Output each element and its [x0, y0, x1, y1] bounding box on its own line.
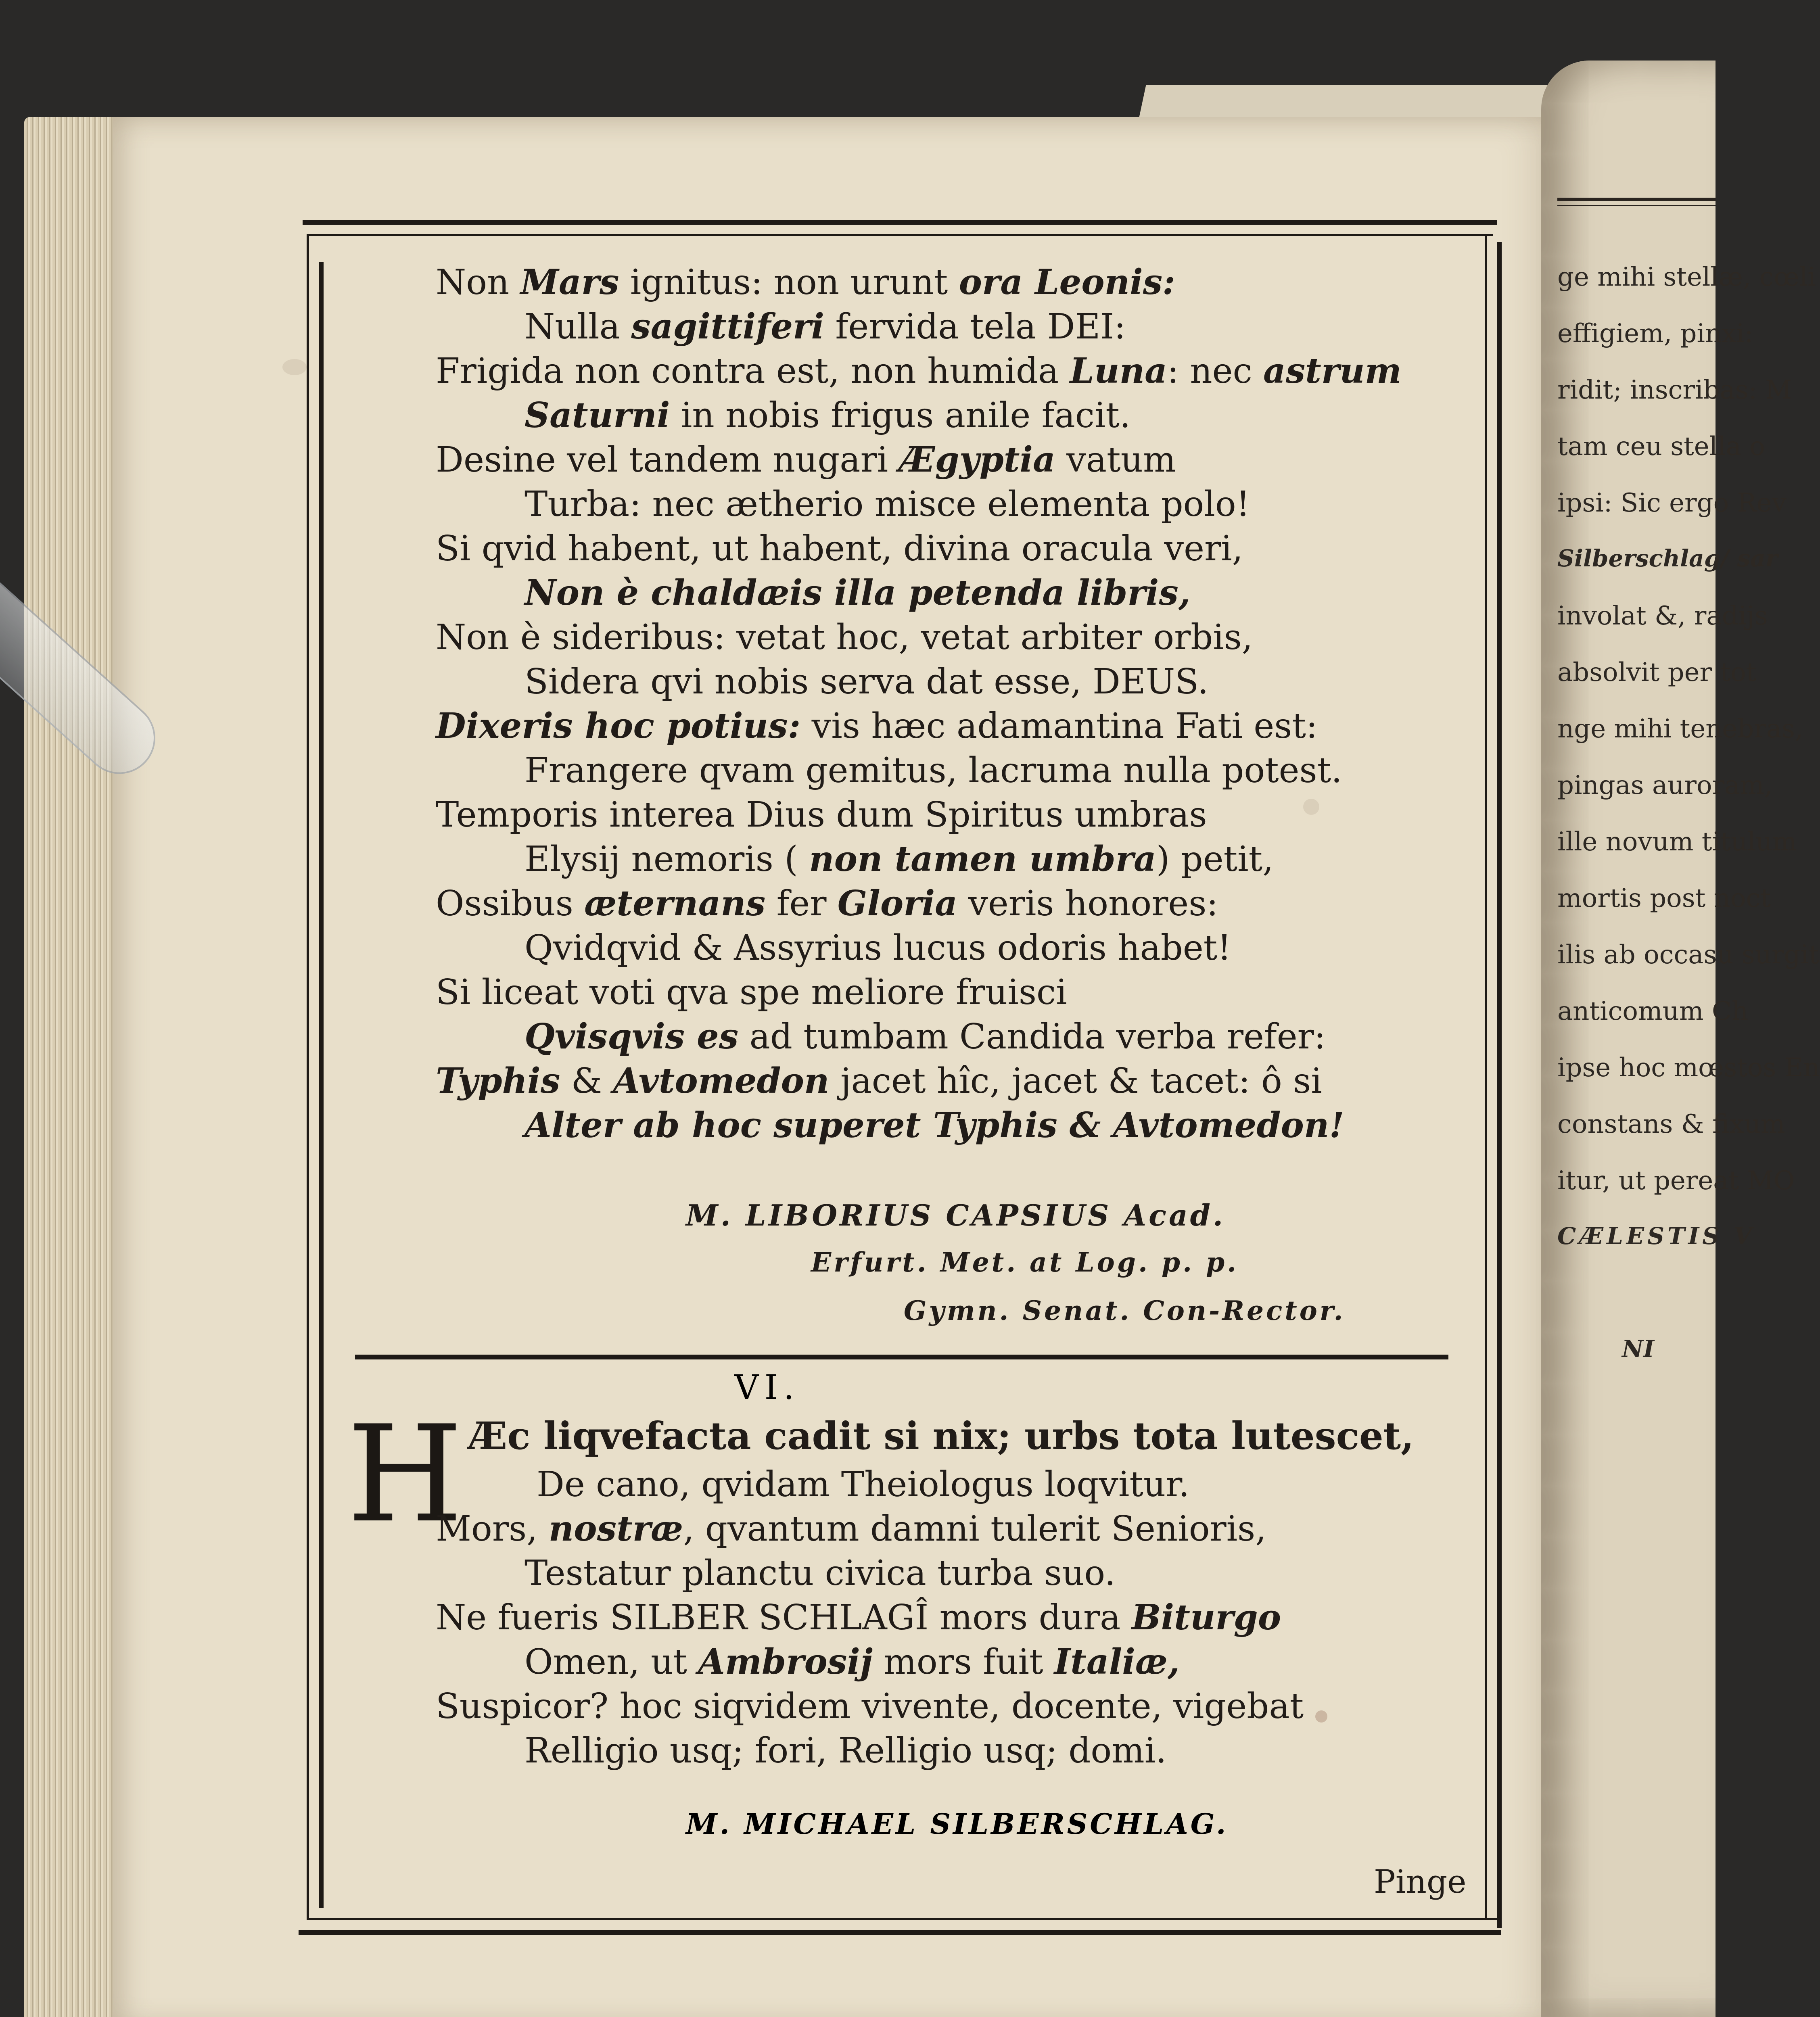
- verse-line: Testatur planctu civica turba suo.: [524, 1553, 1116, 1593]
- signature-line: Erfurt. Met. at Log. p. p.: [811, 1247, 1239, 1278]
- verse-line: Omen, ut Ambrosij mors fuit Italiæ,: [524, 1641, 1180, 1682]
- facing-line: CÆLESTIS V: [1557, 1222, 1755, 1250]
- facing-line: effigiem, pinxi:: [1557, 319, 1753, 349]
- frame-rule-bottom-inner: [307, 1918, 1497, 1920]
- verse-line: Turba: nec ætherio misce elementa polo!: [524, 484, 1250, 524]
- signature-line: M. LIBORIUS CAPSIUS Acad.: [686, 1198, 1226, 1232]
- verse-line: Qvisqvis es ad tumbam Candida verba refer:: [524, 1016, 1326, 1057]
- verse-line: Saturni in nobis frigus anile facit.: [524, 395, 1131, 436]
- verse-line: Non è sideribus: vetat hoc, vetat arbiter orbis,: [436, 617, 1253, 658]
- section-number: VI.: [734, 1368, 800, 1407]
- verse-line: Non Mars ignitus: non urunt ora Leonis:: [436, 262, 1175, 303]
- facing-page: [1541, 61, 1820, 2017]
- facing-line: involat &, radijs: [1557, 601, 1768, 631]
- verse-line: Non è chaldæis illa petenda libris,: [524, 572, 1191, 613]
- verse-line: Frigida non contra est, non humida Luna: nec astrum: [436, 351, 1402, 391]
- facing-line: constans & fixum: [1557, 1109, 1785, 1139]
- book-page-edges: [24, 117, 117, 2017]
- frame-rule-top-inner: [307, 234, 1493, 236]
- facing-line: Silberschlag/ sar: [1557, 545, 1778, 572]
- facing-line: pingas auroram,: [1557, 770, 1773, 800]
- verse-line: De cano, qvidam Theiologus loqvitur.: [537, 1464, 1190, 1505]
- facing-line: ge mihi stellæ, cœli: [1557, 262, 1816, 292]
- frame-rule-right-thick: [1497, 242, 1502, 1928]
- verse-line: Sidera qvi nobis serva dat esse, DEUS.: [524, 662, 1209, 702]
- verse-line: Relligio usq; fori, Relligio usq; domi.: [524, 1731, 1167, 1771]
- verse-line: Si liceat voti qva spe meliore fruisci: [436, 972, 1067, 1013]
- facing-line: ipse hoc mœstos En: [1557, 1053, 1820, 1083]
- verse-line: Suspicor? hoc siqvidem vivente, docente, vigebat: [436, 1686, 1304, 1727]
- signature-line: Gymn. Senat. Con-Rector.: [904, 1295, 1346, 1326]
- facing-line: nge mihi tenebras,: [1557, 714, 1803, 744]
- verse-line: Typhis & Avtomedon jacet hîc, jacet & tacet: ô si: [436, 1061, 1322, 1101]
- verse-line: Frangere qvam gemitus, lacruma nulla potest.: [524, 750, 1342, 791]
- facing-line: NI: [1622, 1335, 1655, 1363]
- facing-line: tam ceu stella o: [1557, 432, 1765, 461]
- facing-line: absolvit per tot: [1557, 658, 1757, 687]
- facing-line: anticomum Ch: [1557, 996, 1749, 1026]
- frame-rule-left: [307, 234, 309, 1920]
- drop-cap: H: [347, 1397, 463, 1552]
- verse-line: Temporis interea Dius dum Spiritus umbras: [436, 795, 1207, 835]
- frame-rule-top-outer: [303, 220, 1497, 225]
- verse-line: Mors, nostræ, qvantum damni tulerit Senioris,: [436, 1508, 1266, 1549]
- verse-line: Desine vel tandem nugari Ægyptia vatum: [436, 439, 1176, 480]
- facing-line: ridit; inscribas: M: [1557, 375, 1792, 405]
- verse-line: Nulla sagittiferi fervida tela DEI:: [524, 306, 1126, 347]
- facing-line: itur, ut pereat MO: [1557, 1166, 1795, 1196]
- catchword: Pinge: [1374, 1863, 1467, 1900]
- facing-line: ilis ab occasu surgit: [1557, 940, 1819, 970]
- poem-vi: [403, 1408, 1493, 1811]
- facing-line: mortis post noct: [1557, 883, 1771, 913]
- signature-line: M. MICHAEL SILBERSCHLAG.: [686, 1807, 1229, 1841]
- verse-line: Ossibus æternans fer Gloria veris honores:: [436, 883, 1218, 924]
- verse-line: Alter ab hoc superet Typhis & Avtomedon!: [524, 1105, 1345, 1146]
- facing-line: ipsi: Sic ergo Rev: [1557, 488, 1787, 518]
- verse-line: Ne fueris SILBER SCHLAGÎ mors dura Biturgo: [436, 1597, 1281, 1638]
- paper-spot: [282, 359, 307, 375]
- frame-rule-left-thick: [319, 262, 324, 1908]
- verse-line: Æc liqvefacta cadit si nix; urbs tota lutescet,: [468, 1414, 1414, 1458]
- frame-rule-bottom-outer: [299, 1930, 1501, 1935]
- facing-rule: [1557, 198, 1716, 206]
- verse-line: Dixeris hoc potius: vis hæc adamantina Fati est:: [436, 706, 1318, 746]
- verse-line: Elysij nemoris ( non tamen umbra) petit,: [524, 839, 1274, 879]
- verse-line: Qvidqvid & Assyrius lucus odoris habet!: [524, 928, 1231, 968]
- facing-line: ille novum titulum: [1557, 827, 1797, 857]
- verse-line: Si qvid habent, ut habent, divina oracula veri,: [436, 528, 1243, 569]
